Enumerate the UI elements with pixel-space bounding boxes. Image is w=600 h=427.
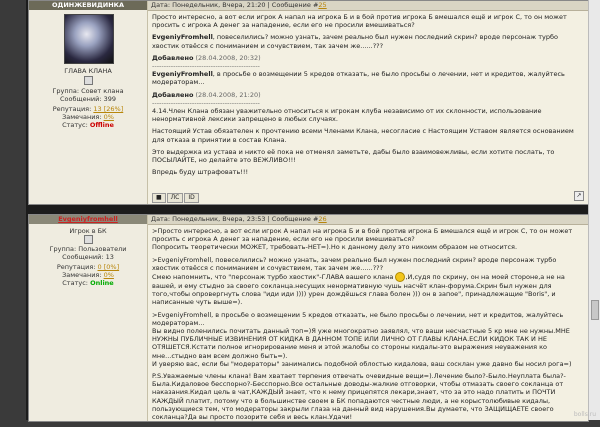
author-status: Статус: Online bbox=[62, 279, 114, 287]
post-header: Дата: Понедельник, Вчера, 21:20 | Сообщение #25 bbox=[148, 1, 588, 11]
post-body bbox=[148, 11, 588, 182]
quote-button[interactable]: ↗ bbox=[574, 191, 584, 201]
forum-post bbox=[28, 214, 589, 422]
post-header: Дата: Понедельник, Вчера, 23:53 | Сообщение #26 bbox=[148, 215, 588, 225]
post-toolbar bbox=[152, 193, 200, 201]
watermark: bolls.ru bbox=[573, 411, 596, 418]
rank-icon bbox=[29, 235, 147, 244]
avatar bbox=[64, 14, 114, 64]
smiley-icon bbox=[395, 272, 405, 282]
post-paragraph: 4.14.Член Клана обязан уважительно относиться к игрокам клуба независимо от их склонности, использование ненормативной лексики запрещено в любых случаях. bbox=[152, 107, 542, 124]
author-warnings: Замечания: 0% bbox=[62, 113, 114, 121]
reputation-link[interactable]: 13 [26%] bbox=[93, 105, 124, 113]
rank-icon bbox=[29, 76, 147, 85]
post-content bbox=[148, 1, 588, 204]
post-paragraph: Это выдержка из устава и никто её пока не отменял заметьте, дабы было взаимовежливы, если хотите послать, то ПОСЫЛАЙТЕ, но делайте это ВЕЖЛИВО!!! bbox=[152, 147, 555, 165]
separator: ---------------------------------------------- bbox=[152, 98, 260, 107]
forum-post bbox=[28, 0, 589, 205]
post-paragraph: EvgeniyFromhell, повеселились? можно узнать, зачем реально был нужен последний скрин? вроде персонаж турбо хвостик отвёсся с пониманием и сочувствием, так зачем же......??? bbox=[152, 33, 558, 50]
separator: ---------------------------------------------- bbox=[152, 62, 260, 71]
pm-button[interactable]: ЛС bbox=[167, 193, 184, 203]
post-paragraph: EvgeniyFromhell, в просьбе о возмещении 5 кредов отказать, не было просьбы о лечении, нет и кредитов, жалуйтесь модераторам... bbox=[152, 70, 565, 87]
author-reputation: Репутация: 0 [0%] bbox=[56, 263, 120, 271]
added-line: Добавлено (28.04.2008, 21:20) bbox=[152, 90, 261, 99]
post-paragraph: Вы видно поленились почитать данный топ=)Я уже многократно заявлял, что ваши несчастные 5 кр мне не нужны.МНЕ НУЖНЫ ПУБЛИЧНЫЕ ИЗВИНЕНИЯ ОТ КИДКА В ДАННОМ ТОПЕ ИЛИ ЛИЧНО ОТ ГЛАВЫ КЛАНА.ЕСЛИ КИДОК ТАК И НЕ ОТЯШЕТСЯ.Кстати полное игнорирование меня и этой жалобы со стороны кидалы-это выражения неуважения ко мне...стыдно вам всем должно быть=). bbox=[152, 327, 570, 360]
warnings-link[interactable]: 0% bbox=[103, 271, 114, 279]
author-status: Статус: Offline bbox=[62, 121, 114, 129]
author-rank: Игрок в БК bbox=[69, 227, 107, 235]
added-line: Добавлено (28.04.2008, 20:32) bbox=[152, 53, 261, 62]
post-paragraph: Впредь буду штрафовать!!! bbox=[152, 168, 249, 177]
quote-text: >EvgeniyFromhell, в просьбе о возмещении 5 кредов отказать, не было просьбы о лечении, нет и кредитов, жалуйтесь модераторам... bbox=[152, 310, 564, 327]
quote-text: >Просто интересно, а вот если игрок А напал на игрока Б и в бой против игрока Б вмешался ещё и игрок С, то он может просить с игрока А денег за нападение, если его не просили вмешиваться? bbox=[152, 227, 573, 244]
post-content bbox=[148, 215, 588, 421]
reputation-link[interactable]: 0 [0%] bbox=[97, 263, 120, 271]
post-paragraph: Попросить теоретически МОЖЕТ, требовать-НЕТ=).Но к данному делу это никоим образом не относится. bbox=[152, 243, 518, 252]
author-warnings: Замечания: 0% bbox=[62, 271, 114, 279]
profile-button[interactable]: ■ bbox=[152, 193, 166, 203]
scrollbar-thumb[interactable] bbox=[591, 300, 599, 320]
post-body bbox=[148, 225, 588, 427]
scrollbar[interactable] bbox=[588, 0, 600, 420]
post-paragraph: Просто интересно, а вот если игрок А напал на игрока Б и в бой против игрока Б вмешался ещё и игрок С, то он может просить с игрока А денег за нападение, если его не просили вмешиваться? bbox=[152, 13, 567, 30]
quote-text: >EvgeniyFromhell, повеселились? можно узнать, зачем реально был нужен последний скрин? вроде персонаж турбо хвостик отвёсся с пониманием и сочувствием, так зачем же......??? bbox=[152, 255, 557, 272]
author-reputation: Репутация: 13 [26%] bbox=[52, 105, 124, 113]
post-number-link[interactable]: 26 bbox=[318, 215, 327, 223]
author-group: Группа: Совет клана bbox=[52, 87, 124, 95]
post-paragraph: P.S.Уважаемые члены клана! Вам хватает терпения отвечать очевидные вещи=).Лечение было?-Было.Неуплата была?-Была.Кидаловое бесспорно?-Бесспорно.Все остальные доводы-жалкие отговорки, чтобы отмазать своего сокланца от наказания.Кидал цель в чат,КАЖДЫЙ знает, что к нему прицепятся лекари,знает, что за это надо платить и ПОЧТИ КАЖДЫЙ платит, потому что в большинстве своем в БК попадаются честные люди, а не корыстолюбивые кидалы, пользующиеся тем, что модераторы закрыли глаза на данный вид нарушения.Вы думаете, что ЗАЩИЩАЕТЕ своего сокланца?Да вы просто позорите себя и весь клан.Удачи! bbox=[152, 372, 566, 422]
author-rank: ГЛАВА КЛАНА bbox=[64, 67, 112, 75]
author-group: Группа: Пользователи bbox=[49, 245, 127, 253]
post-paragraph: Смею напомнить, что "персонаж турбо хвостик"-ГЛАВА вашего клана ,И,судя по скрину, он на моей стороне,а не на вашей, и ему стыдно за своего сокланца.несущих ненормативную чушь насчёт клан-форума.Скрин был нужен для того,чтобы опровергнуть слова "иди иди )))) урен дождёшься глава болен ))) он в запое", принадлежащие "Boris", и написанные чуть выше=). bbox=[152, 273, 565, 307]
author-name[interactable]: Evgeniyfromhell bbox=[29, 215, 147, 224]
author-panel bbox=[29, 215, 148, 421]
author-messages: Сообщений: 13 bbox=[62, 253, 114, 261]
post-paragraph: И уверяю вас, если бы "модераторы" занимались подобной облостью кидалова, ваш сосклан уже давно бы носил рога=) bbox=[152, 359, 572, 368]
id-button[interactable]: ID bbox=[184, 193, 198, 203]
post-paragraph: Настоящий Устав обязателен к прочтению всеми Членами Клана, несогласие с Настоящим Уставом является основанием для отказа в принятии в состав Клана. bbox=[152, 127, 574, 144]
post-number-link[interactable]: 25 bbox=[318, 1, 327, 9]
author-messages: Сообщений: 399 bbox=[60, 95, 116, 103]
author-panel bbox=[29, 1, 148, 204]
author-name[interactable]: ОДИНЖЕВИДИНКА bbox=[29, 1, 147, 10]
warnings-link[interactable]: 0% bbox=[103, 113, 114, 121]
